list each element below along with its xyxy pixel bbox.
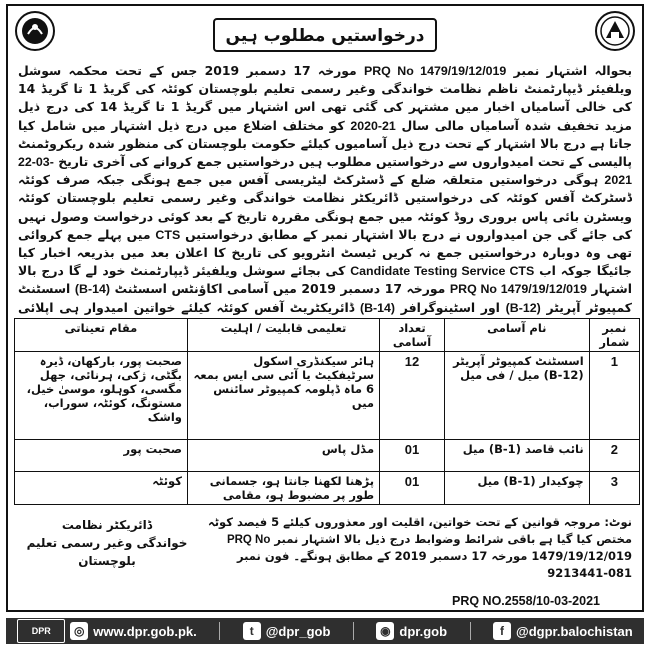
body-text: اسسٹنٹ کمپیوٹر آپریٹر	[18, 281, 632, 315]
note-text: نوٹ: مروجہ قوانین کے تحت خواتین، اقلیت اور معذوروں کیلئے 5 فیصد کوٹہ مختص کیا گیا ہے باقی شرائط وضوابط درج ذیل بالا اشتہار نمبر	[207, 515, 632, 546]
body-text: ہوگی درخواستیں متعلقہ ضلع کے ڈسٹرکٹ لیٹریسی آفس میں جمع ہونگی جبکہ صرف کوئٹہ ڈسٹرکٹ آفس کوئٹہ کی درخواستیں ڈائریکٹر نظامت خواندگی وغیر رسمی تعلیم بلوچستان کوئٹہ ویسٹرن بائی پاس بروری روڈ کوئٹہ میں جمع ہونگی مقررہ تاریخ کے بعد کوئی درخواست وصول نہیں کی جائے گی جن امیدواروں نے درج بالا اشتہار نمبر کے مطابق درخواستیں	[18, 172, 632, 242]
col-header-location: مقام تعیناتی	[15, 319, 188, 352]
facebook-icon: f	[493, 622, 511, 640]
grade-label: (B-14)	[74, 282, 110, 297]
website-label: www.dpr.gob.pk.	[93, 623, 197, 639]
social-media-bar	[6, 618, 644, 644]
cts-full-name: Candidate Testing Service CTS	[350, 264, 535, 279]
table-row	[15, 472, 640, 505]
table-header-row	[15, 319, 640, 352]
location-cell: صحبت پور	[15, 440, 188, 472]
facebook-link[interactable]	[493, 622, 633, 640]
instagram-icon: ◉	[376, 622, 394, 640]
advertisement	[6, 4, 644, 612]
divider	[470, 622, 471, 640]
fiscal-year: 2020-21	[350, 118, 396, 133]
twitter-icon: t	[243, 622, 261, 640]
advertisement-body	[18, 62, 632, 318]
globe-icon: ◎	[70, 622, 88, 640]
count-cell: 01	[380, 440, 445, 472]
dpr-logo-icon: DPR	[17, 619, 65, 643]
cts-abbrev: CTS	[155, 227, 181, 242]
body-text: بحوالہ اشتہار نمبر	[513, 63, 632, 78]
prq-reference: PRQ No 1479/19/12/019	[449, 282, 587, 297]
col-header-qualification: تعلیمی قابلیت / اہلیت	[187, 319, 379, 352]
government-emblem-icon	[14, 10, 56, 52]
body-text: میں پہلے جمع کروائی تھی وہ دوبارہ درخواستیں جمع نہ کریں ٹیسٹ انٹرویو کی تاریخ کا اعلان بعد میں بذریعہ اخبار کیا جائیگا جوکہ اب	[18, 226, 632, 279]
divider	[219, 622, 220, 640]
qualification-cell: پڑھنا لکھنا جانتا ہو، جسمانی طور پر مضبوط ہو، مقامی	[187, 472, 379, 505]
signature-title: ڈائریکٹر نظامت	[61, 518, 153, 532]
facebook-label: @dgpr.balochistan	[516, 623, 633, 639]
serial-cell: 3	[589, 472, 639, 505]
post-cell: چوکیدار (B-1) میل	[444, 472, 589, 505]
count-cell: 01	[380, 472, 445, 505]
col-header-count: تعداد آسامی	[380, 319, 445, 352]
grade-label: (B-14)	[359, 300, 396, 315]
body-text: اور اسٹینوگرافر	[400, 299, 500, 315]
col-header-serial: نمبر شمار	[589, 319, 639, 352]
body-text: کی بجائے سوشل ویلفیئر ڈیپارٹمنٹ خود لے گا درج بالا اشتہار	[18, 263, 632, 297]
ad-header	[8, 6, 642, 58]
instagram-label: dpr.gob	[399, 623, 448, 639]
page-title: درخواستیں مطلوب ہیں	[213, 18, 437, 52]
website-link[interactable]	[17, 619, 197, 643]
prq-footer-number: PRQ NO.2558/10-03-2021	[451, 594, 600, 608]
table-row	[15, 352, 640, 440]
twitter-link[interactable]	[243, 622, 331, 640]
vacancies-table	[14, 318, 640, 505]
post-cell: نائب قاصد (B-1) میل	[444, 440, 589, 472]
serial-cell: 1	[589, 352, 639, 440]
location-cell: کوئٹہ	[15, 472, 188, 505]
table-row	[15, 440, 640, 472]
count-cell: 12	[380, 352, 445, 440]
body-text: کو مختلف اضلاع میں درج ذیل اشتہار میں شامل کیا جاتا ہے درج بالا اشتہار کے تحت درج ذیل آسامیوں کیلئے حکومت بلوچستان کی منظور شدہ ریکروٹمنٹ پالیسی کے تحت امیدواروں سے درخواستیں مطلوب ہیں درخواستیں جمع کروانے کی آخری تاریخ	[18, 117, 632, 170]
body-text: مورخہ 17 دسمبر 2019 جس کے تحت محکمہ سوشل ویلفیئر ڈیپارٹمنٹ ناظم نظامت خواندگی وغیر رسمی تعلیم بلوچستان کوئٹہ کی گریڈ 1 تا گریڈ 14 کی خالی آسامیاں اخبار میں مشتہر کی گئی تھی اس اشتہار میں گریڈ 1 تا گریڈ 14 کی درج ذیل مزید تخفیف شدہ آسامیاں مالی سال	[18, 63, 632, 133]
col-header-post: نام آسامی	[444, 319, 589, 352]
twitter-label: @dpr_gob	[265, 623, 331, 639]
deadline-date: 22-03-2021	[18, 155, 632, 188]
grade-label: (B-12)	[505, 300, 541, 315]
note-text-line2: 1479/19/12/019 مورخہ 17 دسمبر 2019 کے مطابق ہونگے۔ فون نمبر 081-9213441	[236, 549, 632, 580]
post-cell: اسسٹنٹ کمپیوٹر آپریٹر (B-12) میل / فی میل	[444, 352, 589, 440]
department-logo-icon	[594, 10, 636, 52]
qualification-cell: مڈل پاس	[187, 440, 379, 472]
body-text: ڈائریکٹریٹ آفس کوئٹہ کیلئے خواتین امیدوار ہی اپلائی	[18, 299, 355, 315]
qualification-cell: ہائر سیکنڈری اسکول سرٹیفکیٹ یا آئی سی ایس بمعہ 6 ماہ ڈپلومہ کمپیوٹر سائنس میں	[187, 352, 379, 440]
signature-department: خواندگی وغیر رسمی تعلیم بلوچستان	[26, 536, 188, 568]
divider	[353, 622, 354, 640]
serial-cell: 2	[589, 440, 639, 472]
instagram-link[interactable]	[376, 622, 447, 640]
signature-block	[22, 516, 192, 570]
body-text: مورخہ 17 دسمبر 2019 میں آسامی اکاؤنٹس اسسٹنٹ	[114, 281, 446, 297]
location-cell: صحبت پور، بارکھان، ڈیرہ بگٹی، ژکی، ہرنائی، جھل مگسی، کوہلو، موسیٰ خیل، مستونگ، کوئٹہ، سوراب، واشک	[15, 352, 188, 440]
prq-reference: PRQ No	[226, 533, 271, 546]
prq-reference: PRQ No 1479/19/12/019	[363, 64, 507, 78]
